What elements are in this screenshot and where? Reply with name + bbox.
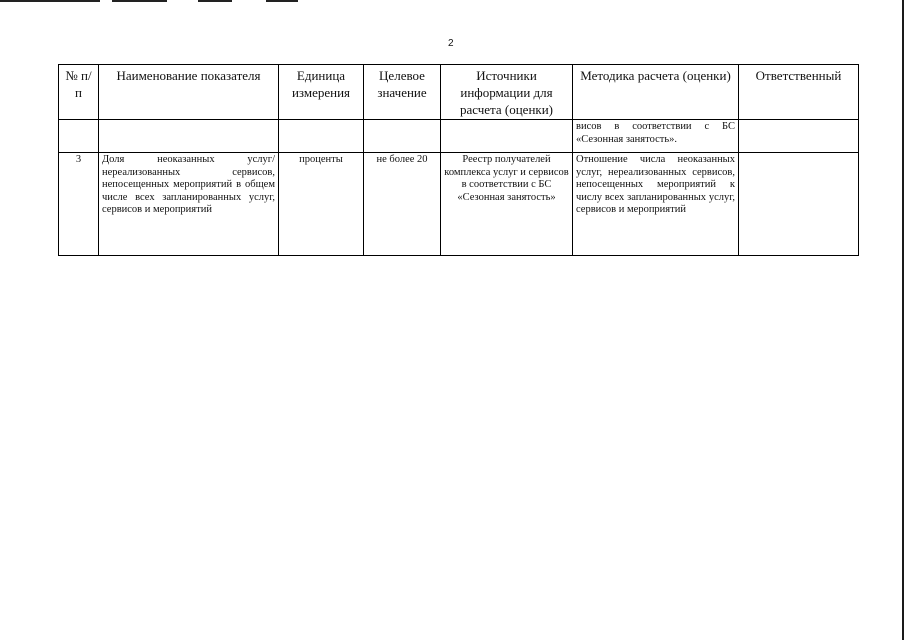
header-num: № п/п (59, 65, 99, 120)
header-sources: Источники информации для расчета (оценки) (441, 65, 573, 120)
cell-method: висов в соответствии с БС «Сезонная занятость». (573, 120, 739, 153)
cell-target: не более 20 (364, 153, 441, 256)
scan-top-edge (0, 0, 906, 3)
cell-num: 3 (59, 153, 99, 256)
cell-name: Доля неоказанных услуг/ нереализованных сервисов, непосещенных мероприятий в общем числе всех запланированных услуг, сервисов и мероприятий (99, 153, 279, 256)
table-row (59, 120, 859, 153)
indicators-table (58, 64, 859, 256)
cell-responsible (739, 153, 859, 256)
header-responsible: Ответственный (739, 65, 859, 120)
page-number: 2 (448, 38, 454, 49)
cell-sources: Реестр получателей комплекса услуг и сервисов в соответствии с БС «Сезонная занятость» (441, 153, 573, 256)
cell-method: Отношение числа неоказанных услуг, нереализованных сервисов, непосещенных мероприятий к числу всех запланированных услуг, сервисов и мероприятий (573, 153, 739, 256)
cell-responsible (739, 120, 859, 153)
table-row (59, 153, 859, 256)
cell-unit (279, 120, 364, 153)
header-unit: Единица измерения (279, 65, 364, 120)
header-method: Методика расчета (оценки) (573, 65, 739, 120)
cell-target (364, 120, 441, 153)
cell-unit: проценты (279, 153, 364, 256)
cell-num (59, 120, 99, 153)
header-name: Наименование показателя (99, 65, 279, 120)
cell-name (99, 120, 279, 153)
cell-sources (441, 120, 573, 153)
scan-right-edge (902, 0, 904, 640)
header-target: Целевое значение (364, 65, 441, 120)
table-header-row (59, 65, 859, 120)
